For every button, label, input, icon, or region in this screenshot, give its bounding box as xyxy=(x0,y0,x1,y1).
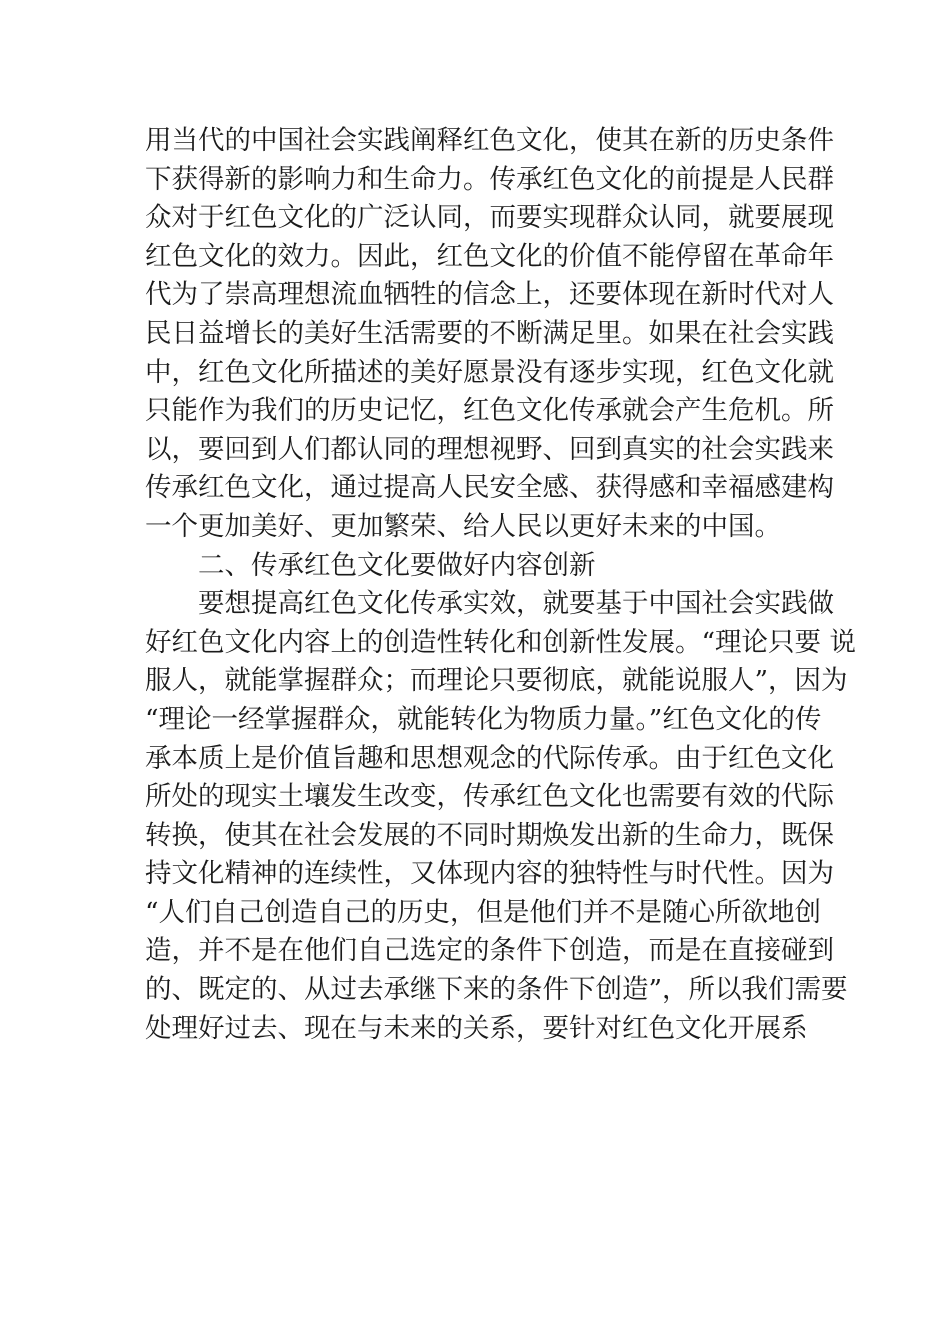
paragraph-line: 以，要回到人们都认同的理想视野、回到真实的社会实践来 xyxy=(145,433,834,465)
section-heading: 二、传承红色文化要做好内容创新 xyxy=(145,549,596,581)
paragraph-line: 转换，使其在社会发展的不同时期焕发出新的生命力，既保 xyxy=(145,819,834,851)
paragraph-line: 处理好过去、现在与未来的关系，要针对红色文化开展系 xyxy=(145,1012,808,1044)
paragraph-line: 代为了崇高理想流血牺牲的信念上，还要体现在新时代对人 xyxy=(145,279,834,311)
paragraph-line: 承本质上是价值旨趣和思想观念的代际传承。由于红色文化 xyxy=(145,742,834,774)
paragraph-line: 用当代的中国社会实践阐释红色文化，使其在新的历史条件 xyxy=(145,125,834,156)
paragraph-line: 造，并不是在他们自己选定的条件下创造，而是在直接碰到 xyxy=(145,935,834,967)
paragraph-line: 只能作为我们的历史记忆，红色文化传承就会产生危机。所 xyxy=(145,395,834,427)
paragraph-line: 下获得新的影响力和生命力。传承红色文化的前提是人民群 xyxy=(145,163,834,195)
paragraph-line: “理论一经掌握群众，就能转化为物质力量。”红色文化的传 xyxy=(145,703,822,735)
paragraph-1 xyxy=(145,122,834,547)
paragraph-line: 中，红色文化所描述的美好愿景没有逐步实现，红色文化就 xyxy=(145,356,834,388)
paragraph-line: 好红色文化内容上的创造性转化和创新性发展。“理论只要 说 xyxy=(145,626,856,658)
paragraph-line: “人们自己创造自己的历史，但是他们并不是随心所欲地创 xyxy=(145,896,822,928)
paragraph-line: 要想提高红色文化传承实效，就要基于中国社会实践做 xyxy=(145,588,834,620)
paragraph-line: 服人，就能掌握群众；而理论只要彻底，就能说服人”，因为 xyxy=(145,665,848,697)
paragraph-line: 民日益增长的美好生活需要的不断满足里。如果在社会实践 xyxy=(145,317,834,349)
paragraph-line: 的、既定的、从过去承继下来的条件下创造”，所以我们需要 xyxy=(145,974,848,1006)
paragraph-line: 持文化精神的连续性，又体现内容的独特性与时代性。因为 xyxy=(145,858,834,890)
paragraph-line: 传承红色文化，通过提高人民安全感、获得感和幸福感建构 xyxy=(145,472,834,504)
paragraph-2 xyxy=(145,585,856,1048)
document-body xyxy=(145,122,856,1048)
paragraph-line: 众对于红色文化的广泛认同，而要实现群众认同，就要展现 xyxy=(145,202,834,234)
paragraph-line: 所处的现实土壤发生改变，传承红色文化也需要有效的代际 xyxy=(145,781,834,813)
paragraph-line: 红色文化的效力。因此，红色文化的价值不能停留在革命年 xyxy=(145,240,834,272)
paragraph-line: 一个更加美好、更加繁荣、给人民以更好未来的中国。 xyxy=(145,510,781,542)
